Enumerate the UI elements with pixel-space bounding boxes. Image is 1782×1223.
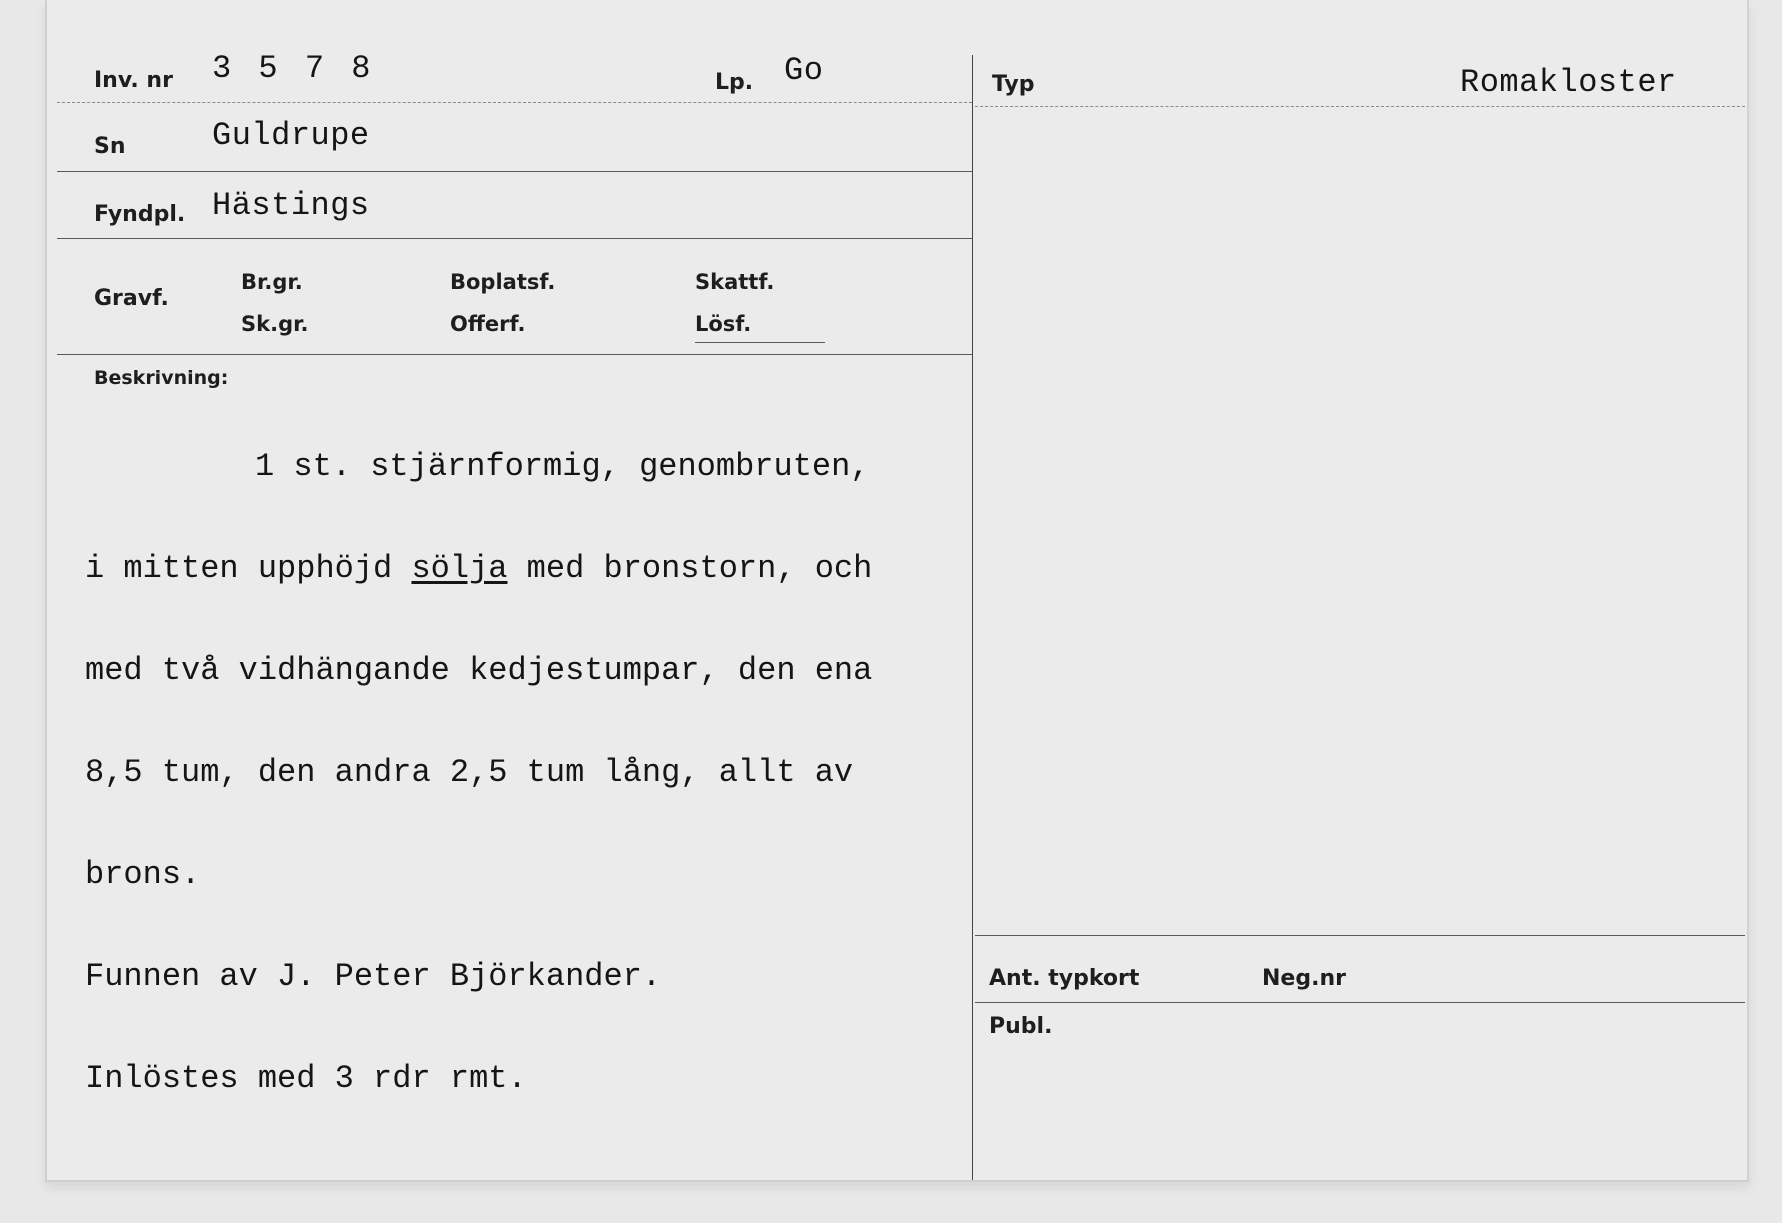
- inv-nr-label: Inv. nr: [94, 68, 173, 93]
- negnr-label: Neg.nr: [1262, 966, 1346, 991]
- description-underlined-solja: sölja: [411, 550, 508, 587]
- rule-fyndpl: [57, 238, 972, 239]
- rule-publ: [975, 1002, 1745, 1003]
- inv-nr-value: 3 5 7 8: [212, 50, 375, 87]
- column-divider: [972, 55, 973, 1180]
- rule-typ: [975, 106, 1745, 107]
- rule-ant-typkort: [975, 935, 1745, 936]
- sn-label: Sn: [94, 134, 126, 159]
- description-line-4: 8,5 tum, den andra 2,5 tum lång, allt av: [85, 754, 854, 791]
- description-line-3: med två vidhängande kedjestumpar, den ena: [85, 652, 873, 689]
- losf-label: Lösf.: [695, 312, 752, 336]
- description-text: [85, 370, 965, 1130]
- description-line-2: [85, 552, 965, 586]
- ant-typkort-label: Ant. typkort: [989, 966, 1140, 991]
- description-line-6: Funnen av J. Peter Björkander.: [85, 958, 662, 995]
- fyndpl-label: Fyndpl.: [94, 202, 186, 227]
- rule-losf-underline: [695, 342, 825, 343]
- lp-label: Lp.: [715, 70, 754, 95]
- lp-value: Go: [784, 52, 824, 89]
- fyndpl-value: Hästings: [212, 187, 370, 224]
- boplatsf-label: Boplatsf.: [450, 270, 556, 294]
- skgr-label: Sk.gr.: [241, 312, 309, 336]
- description-line-5: brons.: [85, 856, 201, 893]
- typ-value: Romakloster: [1460, 64, 1677, 101]
- rule-sn: [57, 171, 972, 172]
- typ-label: Typ: [992, 72, 1035, 97]
- publ-label: Publ.: [989, 1014, 1053, 1039]
- beskrivning-label: Beskrivning:: [94, 367, 229, 389]
- brgr-label: Br.gr.: [241, 270, 303, 294]
- rule-gravf: [57, 354, 972, 355]
- description-line-2a: i mitten upphöjd: [85, 550, 412, 587]
- description-line-7: Inlöstes med 3 rdr rmt.: [85, 1060, 527, 1097]
- sn-value: Guldrupe: [212, 117, 370, 154]
- description-line-1: 1 st. stjärnformig, genombruten,: [255, 448, 870, 485]
- skattf-label: Skattf.: [695, 270, 775, 294]
- offerf-label: Offerf.: [450, 312, 526, 336]
- description-line-2c: med bronstorn, och: [507, 550, 873, 587]
- rule-inv: [57, 102, 972, 103]
- gravf-label: Gravf.: [94, 286, 169, 311]
